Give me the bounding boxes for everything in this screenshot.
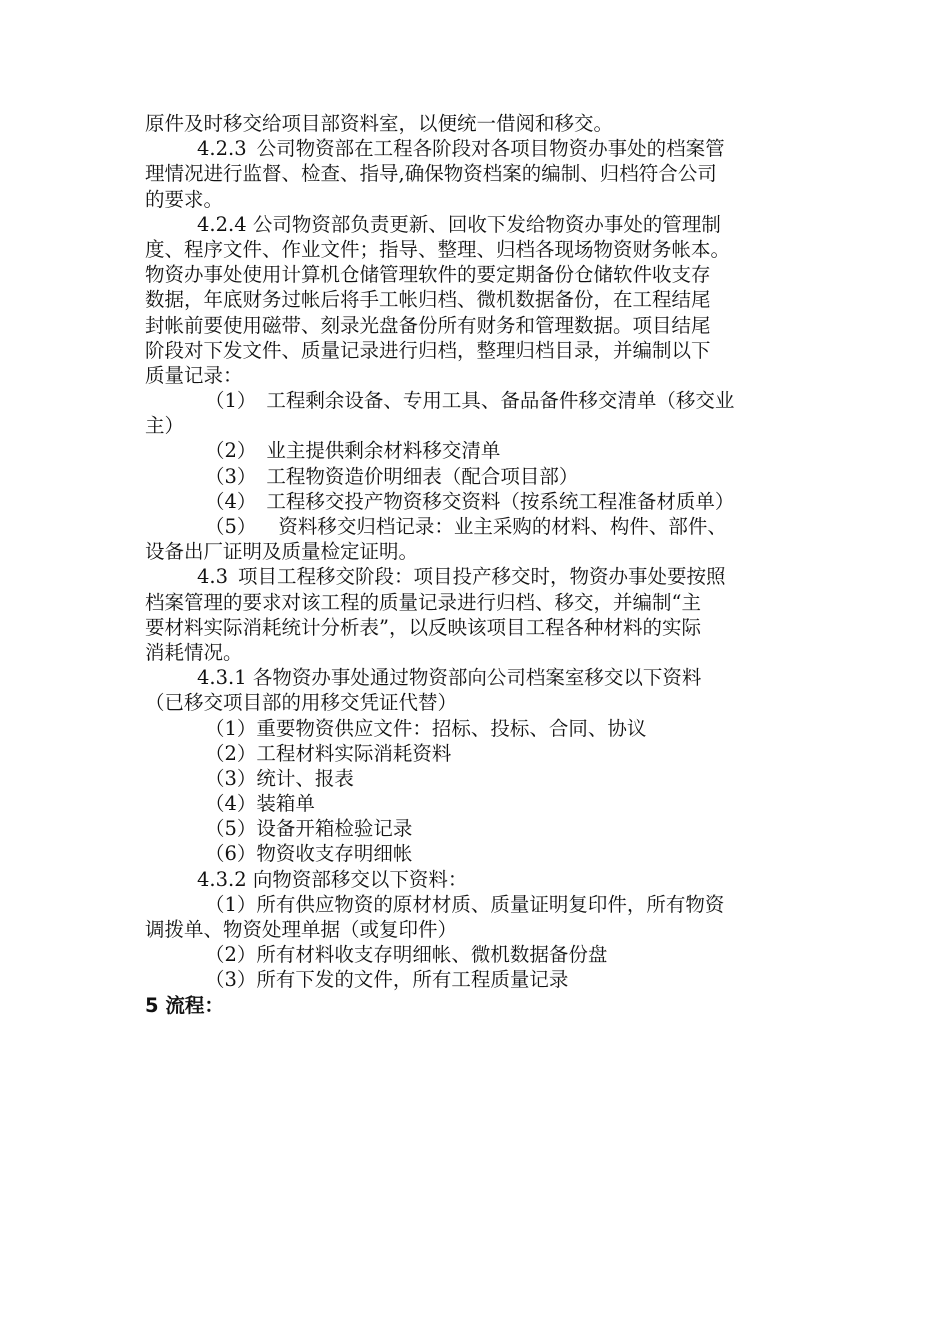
list-item: （1）重要物资供应文件：招标、投标、合同、协议 xyxy=(205,716,647,740)
paragraph-text: 公司物资部在工程各阶段对各项目物资办事处的档案管 xyxy=(256,137,725,161)
section-heading: 5 流程： xyxy=(145,993,224,1017)
paragraph-line: 封帐前要使用磁带、刻录光盘备份所有财务和管理数据。项目结尾 xyxy=(145,313,711,337)
paragraph-line: 物资办事处使用计算机仓储管理软件的要定期备份仓储软件收支存 xyxy=(145,263,711,287)
item-number: （1） xyxy=(205,389,257,413)
list-item xyxy=(145,464,813,489)
paragraph-line: 阶段对下发文件、质量记录进行归档，整理归档目录，并编制以下 xyxy=(145,338,711,362)
item-number: （4） xyxy=(205,489,257,513)
section-4-3-2: 4.3.2 向物资部移交以下资料： xyxy=(197,867,468,891)
paragraph-line: 消耗情况。 xyxy=(145,640,243,664)
document-page xyxy=(145,111,813,1018)
item-number: （2） xyxy=(205,439,257,463)
section-4-2-4: 4.2.4 公司物资部负责更新、回收下发给物资办事处的管理制 xyxy=(197,212,721,236)
list-item: （2）所有材料收支存明细帐、微机数据备份盘 xyxy=(205,943,608,967)
item-number: （5） xyxy=(205,515,257,538)
section-4-3 xyxy=(145,564,813,589)
list-item: （1）所有供应物资的原材材质、质量证明复印件，所有物资 xyxy=(205,892,725,916)
list-item: （6）物资收支存明细帐 xyxy=(205,842,413,866)
paragraph-line: 主） xyxy=(145,414,185,438)
paragraph-line: 调拨单、物资处理单据（或复印件） xyxy=(145,918,458,941)
list-item: （3）所有下发的文件，所有工程质量记录 xyxy=(205,968,569,992)
section-4-3-1: 4.3.1 各物资办事处通过物资部向公司档案室移交以下资料 xyxy=(197,666,702,690)
list-item: （5）设备开箱检验记录 xyxy=(205,817,413,841)
paragraph-line: 度、程序文件、作业文件；指导、整理、归档各现场物资财务帐本。 xyxy=(145,237,731,261)
item-text: 业主提供剩余材料移交清单 xyxy=(266,439,501,463)
paragraph-line: 的要求。 xyxy=(145,187,224,211)
item-text: 工程剩余设备、专用工具、备品备件移交清单（移交业 xyxy=(266,389,735,413)
paragraph-line: 质量记录： xyxy=(145,363,243,387)
paragraph-line: 设备出厂证明及质量检定证明。 xyxy=(145,540,419,564)
list-item: （3）统计、报表 xyxy=(205,766,354,790)
clause-number: 4.3 xyxy=(197,565,229,589)
paragraph-line: 原件及时移交给项目部资料室，以便统一借阅和移交。 xyxy=(145,112,614,135)
list-item xyxy=(145,489,813,514)
list-item xyxy=(145,388,813,413)
paragraph-text: 项目工程移交阶段：项目投产移交时，物资办事处要按照 xyxy=(238,565,726,589)
paragraph-line: 要材料实际消耗统计分析表”，以反映该项目工程各种材料的实际 xyxy=(145,615,701,639)
paragraph-line: 档案管理的要求对该工程的质量记录进行归档、移交，并编制“主 xyxy=(145,590,701,614)
item-text: 工程移交投产物资移交资料（按系统工程准备材质单） xyxy=(266,489,735,513)
list-item xyxy=(145,514,813,539)
paragraph-line: 理情况进行监督、检查、指导,确保物资档案的编制、归档符合公司 xyxy=(145,162,717,186)
item-text: 工程物资造价明细表（配合项目部） xyxy=(266,464,579,488)
paragraph-line: 数据，年底财务过帐后将手工帐归档、微机数据备份，在工程结尾 xyxy=(145,288,711,312)
clause-number: 4.2.3 xyxy=(197,137,247,161)
item-number: （3） xyxy=(205,464,257,488)
list-item: （4）装箱单 xyxy=(205,792,315,816)
paragraph-line: （已移交项目部的用移交凭证代替） xyxy=(145,691,458,715)
list-item: （2）工程材料实际消耗资料 xyxy=(205,741,452,765)
list-item xyxy=(145,438,813,463)
section-4-2-3 xyxy=(145,136,813,161)
item-text: 资料移交归档记录：业主采购的材料、构件、部件、 xyxy=(278,515,727,538)
